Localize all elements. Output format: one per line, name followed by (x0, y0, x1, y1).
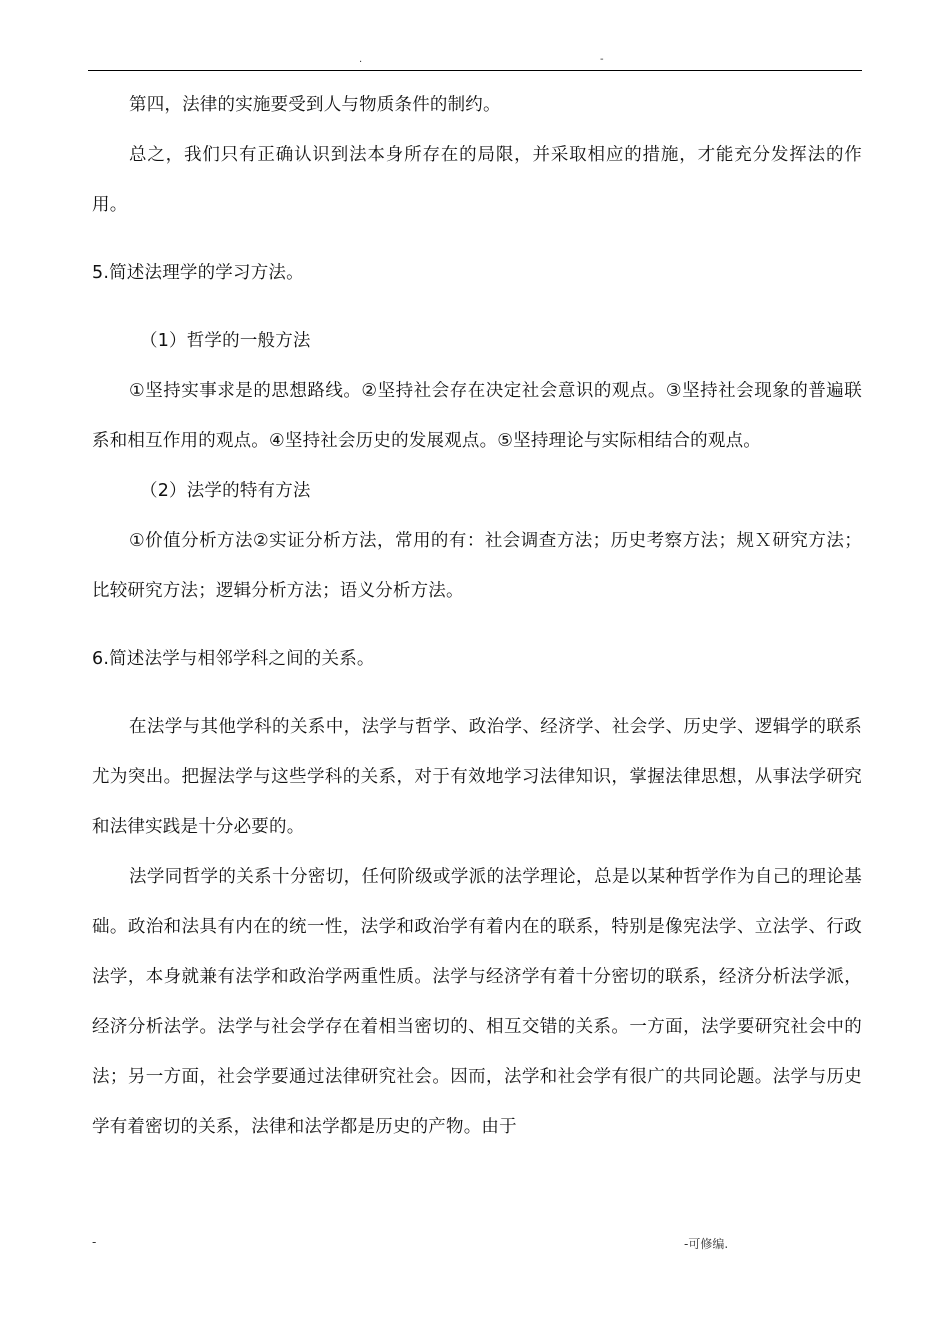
paragraph-legal-methods: ①价值分析方法②实证分析方法，常用的有：社会调查方法；历史考察方法；规Ｘ研究方法；比较研究方法；逻辑分析方法；语义分析方法。 (92, 531, 862, 601)
paragraph-philosophy-points: ①坚持实事求是的思想路线。②坚持社会存在决定社会意识的观点。③坚持社会现象的普遍联系和相互作用的观点。④坚持社会历史的发展观点。⑤坚持理论与实际相结合的观点。 (92, 381, 862, 451)
header-mark-right: - (600, 54, 604, 65)
paragraph-disciplines-intro: 在法学与其他学科的关系中，法学与哲学、政治学、经济学、社会学、历史学、逻辑学的联系尤为突出。把握法学与这些学科的关系，对于有效地学习法律知识，掌握法律思想，从事法学研究和法律实践是十分必要的。 (92, 717, 862, 837)
paragraph-disciplines-detail: 法学同哲学的关系十分密切，任何阶级或学派的法学理论，总是以某种哲学作为自己的理论基础。政治和法具有内在的统一性，法学和政治学有着内在的联系，特别是像宪法学、立法学、行政法学，本身就兼有法学和政治学两重性质。法学与经济学有着十分密切的联系，经济分析法学派，经济分析法学。法学与社会学存在着相当密切的、相互交错的关系。一方面，法学要研究社会中的法；另一方面，社会学要通过法律研究社会。因而，法学和社会学有很广的共同论题。法学与历史学有着密切的关系，法律和法学都是历史的产物。由于 (92, 867, 862, 1137)
footer-editable-note: -可修编. (684, 1237, 729, 1251)
question-heading-6: 6.简述法学与相邻学科之间的关系。 (92, 649, 375, 669)
paragraph-law-implementation: 第四，法律的实施要受到人与物质条件的制约。 (129, 95, 501, 115)
paragraph-conclusion: 总之，我们只有正确认识到法本身所存在的局限，并采取相应的措施，才能充分发挥法的作用。 (92, 145, 862, 215)
subheading-legal-method: （2）法学的特有方法 (140, 481, 311, 501)
document-body (92, 80, 862, 1152)
subheading-philosophy-method: （1）哲学的一般方法 (140, 331, 311, 351)
footer-mark-left: - (92, 1235, 97, 1249)
header-mark-left: . (359, 54, 363, 65)
question-heading-5: 5.简述法理学的学习方法。 (92, 263, 304, 283)
header-rule (88, 70, 862, 71)
